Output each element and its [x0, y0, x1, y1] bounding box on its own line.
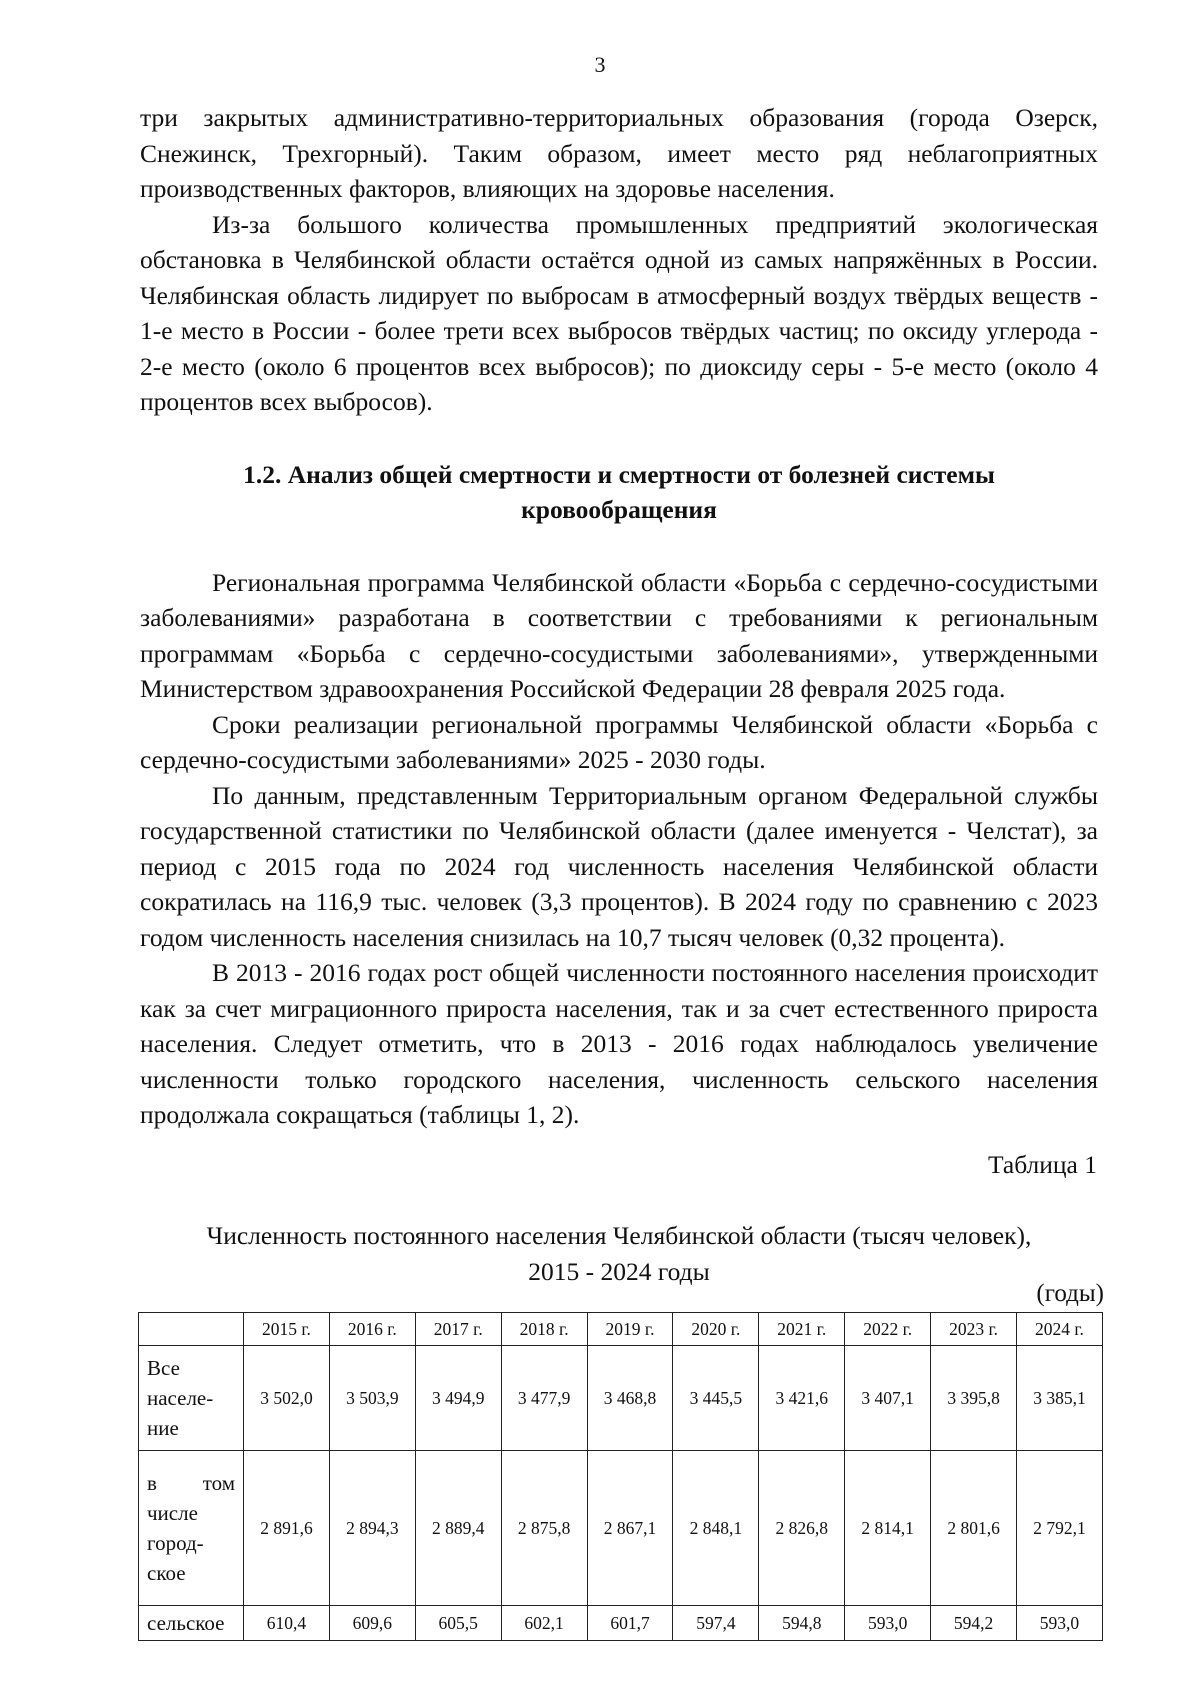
table-cell: 2 889,4 — [415, 1451, 501, 1606]
row-label-total — [139, 1346, 244, 1451]
table-cell: 3 395,8 — [931, 1346, 1017, 1451]
row-label-line: ние — [147, 1416, 179, 1440]
page-number: 3 — [594, 52, 606, 77]
table-header-year: 2020 г. — [673, 1313, 759, 1346]
table-cell: 593,0 — [845, 1606, 931, 1641]
table-header-year: 2024 г. — [1017, 1313, 1103, 1346]
table-cell: 2 891,6 — [244, 1451, 330, 1606]
table-row-rural — [139, 1606, 1103, 1641]
paragraph-terms: Сроки реализации региональной программы Челябинской области «Борьба с сердечно-сосудистыми заболеваниями» 2025 - 2030 годы. — [140, 709, 1098, 774]
table-title — [140, 1218, 1098, 1289]
paragraph-population-growth: В 2013 - 2016 годах рост общей численности постоянного населения происходит как за счет миграционного прироста населения, так и за счет естественного прироста населения. Следует отметить, что в 2013 - 2016 годах наблюдалось увеличение численности только городского населения, численность сельского населения продолжала сокращаться (таблицы 1, 2). — [140, 958, 1098, 1129]
section-heading — [140, 457, 1098, 528]
row-label-line: город- — [147, 1531, 204, 1555]
table-units-note: (годы) — [1036, 1280, 1104, 1307]
table-header-year: 2016 г. — [329, 1313, 415, 1346]
table-cell: 594,8 — [759, 1606, 845, 1641]
table-label: Таблица 1 — [987, 1150, 1097, 1179]
table-cell: 2 826,8 — [759, 1451, 845, 1606]
row-label-rural — [139, 1606, 244, 1641]
document-body — [140, 100, 1098, 1133]
table-header-row — [139, 1313, 1103, 1346]
table-cell: 605,5 — [415, 1606, 501, 1641]
section-heading-line1: 1.2. Анализ общей смертности и смертности от болезней системы — [243, 459, 995, 489]
row-label-line: ское — [147, 1561, 186, 1585]
table-cell: 3 503,9 — [329, 1346, 415, 1451]
row-label-line: населе- — [147, 1386, 214, 1410]
table-cell: 2 848,1 — [673, 1451, 759, 1606]
row-label-urban — [139, 1451, 244, 1606]
table-cell: 610,4 — [244, 1606, 330, 1641]
table-cell: 2 894,3 — [329, 1451, 415, 1606]
table-cell: 3 385,1 — [1017, 1346, 1103, 1451]
table-cell: 2 792,1 — [1017, 1451, 1103, 1606]
table-cell: 3 421,6 — [759, 1346, 845, 1451]
table-header-year: 2015 г. — [244, 1313, 330, 1346]
table-header-year: 2017 г. — [415, 1313, 501, 1346]
section-heading-line2: кровообращения — [521, 495, 717, 524]
row-label-word: в — [147, 1471, 157, 1495]
table-cell: 609,6 — [329, 1606, 415, 1641]
table-cell: 2 814,1 — [845, 1451, 931, 1606]
table-header-year: 2018 г. — [501, 1313, 587, 1346]
row-label-line: Все — [147, 1356, 180, 1380]
table-title-line1: Численность постоянного населения Челябинской области (тысяч человек), — [206, 1221, 1032, 1250]
table-row-total — [139, 1346, 1103, 1451]
table-cell: 2 867,1 — [587, 1451, 673, 1606]
table-row-urban — [139, 1451, 1103, 1606]
paragraph-continued: три закрытых административно-территориальных образования (города Озерск, Снежинск, Трехгорный). Таким образом, имеет место ряд неблагоприятных производственных факторов, влияющих на здоровье населения. — [140, 103, 1098, 203]
table-cell: 3 407,1 — [845, 1346, 931, 1451]
table-title-line2: 2015 - 2024 годы — [528, 1256, 710, 1286]
table-cell: 3 468,8 — [587, 1346, 673, 1451]
table-cell: 601,7 — [587, 1606, 673, 1641]
table-cell: 3 502,0 — [244, 1346, 330, 1451]
row-label-line: числе — [147, 1501, 198, 1525]
table-header-year: 2021 г. — [759, 1313, 845, 1346]
row-label-line: сельское — [147, 1611, 225, 1635]
table-cell: 602,1 — [501, 1606, 587, 1641]
row-label-word: том — [202, 1471, 235, 1495]
row-label-line — [147, 1468, 235, 1498]
table-cell: 597,4 — [673, 1606, 759, 1641]
table-cell: 3 445,5 — [673, 1346, 759, 1451]
table-cell: 3 494,9 — [415, 1346, 501, 1451]
table-cell: 593,0 — [1017, 1606, 1103, 1641]
table-cell: 594,2 — [931, 1606, 1017, 1641]
population-table — [138, 1312, 1103, 1641]
table-header-year: 2022 г. — [845, 1313, 931, 1346]
table-cell: 2 801,6 — [931, 1451, 1017, 1606]
table-cell: 2 875,8 — [501, 1451, 587, 1606]
paragraph-program: Региональная программа Челябинской области «Борьба с сердечно-сосудистыми заболеваниями» разработана в соответствии с требованиями к региональным программам «Борьба с сердечно-сосудистыми заболеваниями», утвержденными Министерством здравоохранения Российской Федерации 28 февраля 2025 года. — [140, 567, 1098, 703]
table-header-year: 2019 г. — [587, 1313, 673, 1346]
table-cell: 3 477,9 — [501, 1346, 587, 1451]
table-header-corner — [139, 1313, 244, 1346]
table-header-year: 2023 г. — [931, 1313, 1017, 1346]
paragraph-population-stats: По данным, представленным Территориальным органом Федеральной службы государственной статистики по Челябинской области (далее именуется - Челстат), за период с 2015 года по 2024 год численность населения Челябинской области сократилась на 116,9 тыс. человек (3,3 процентов). В 2024 году по сравнению с 2023 годом численность населения снизилась на 10,7 тысяч человек (0,32 процента). — [140, 780, 1098, 952]
paragraph-ecology: Из-за большого количества промышленных предприятий экологическая обстановка в Челябинской области остаётся одной из самых напряжённых в России. Челябинская область лидирует по выбросам в атмосферный воздух твёрдых веществ - 1-е место в России - более трети всех выбросов твёрдых частиц; по оксиду углерода - 2-е место (около 6 процентов всех выбросов); по диоксиду серы - 5-е место (около 4 процентов всех выбросов). — [140, 209, 1098, 416]
